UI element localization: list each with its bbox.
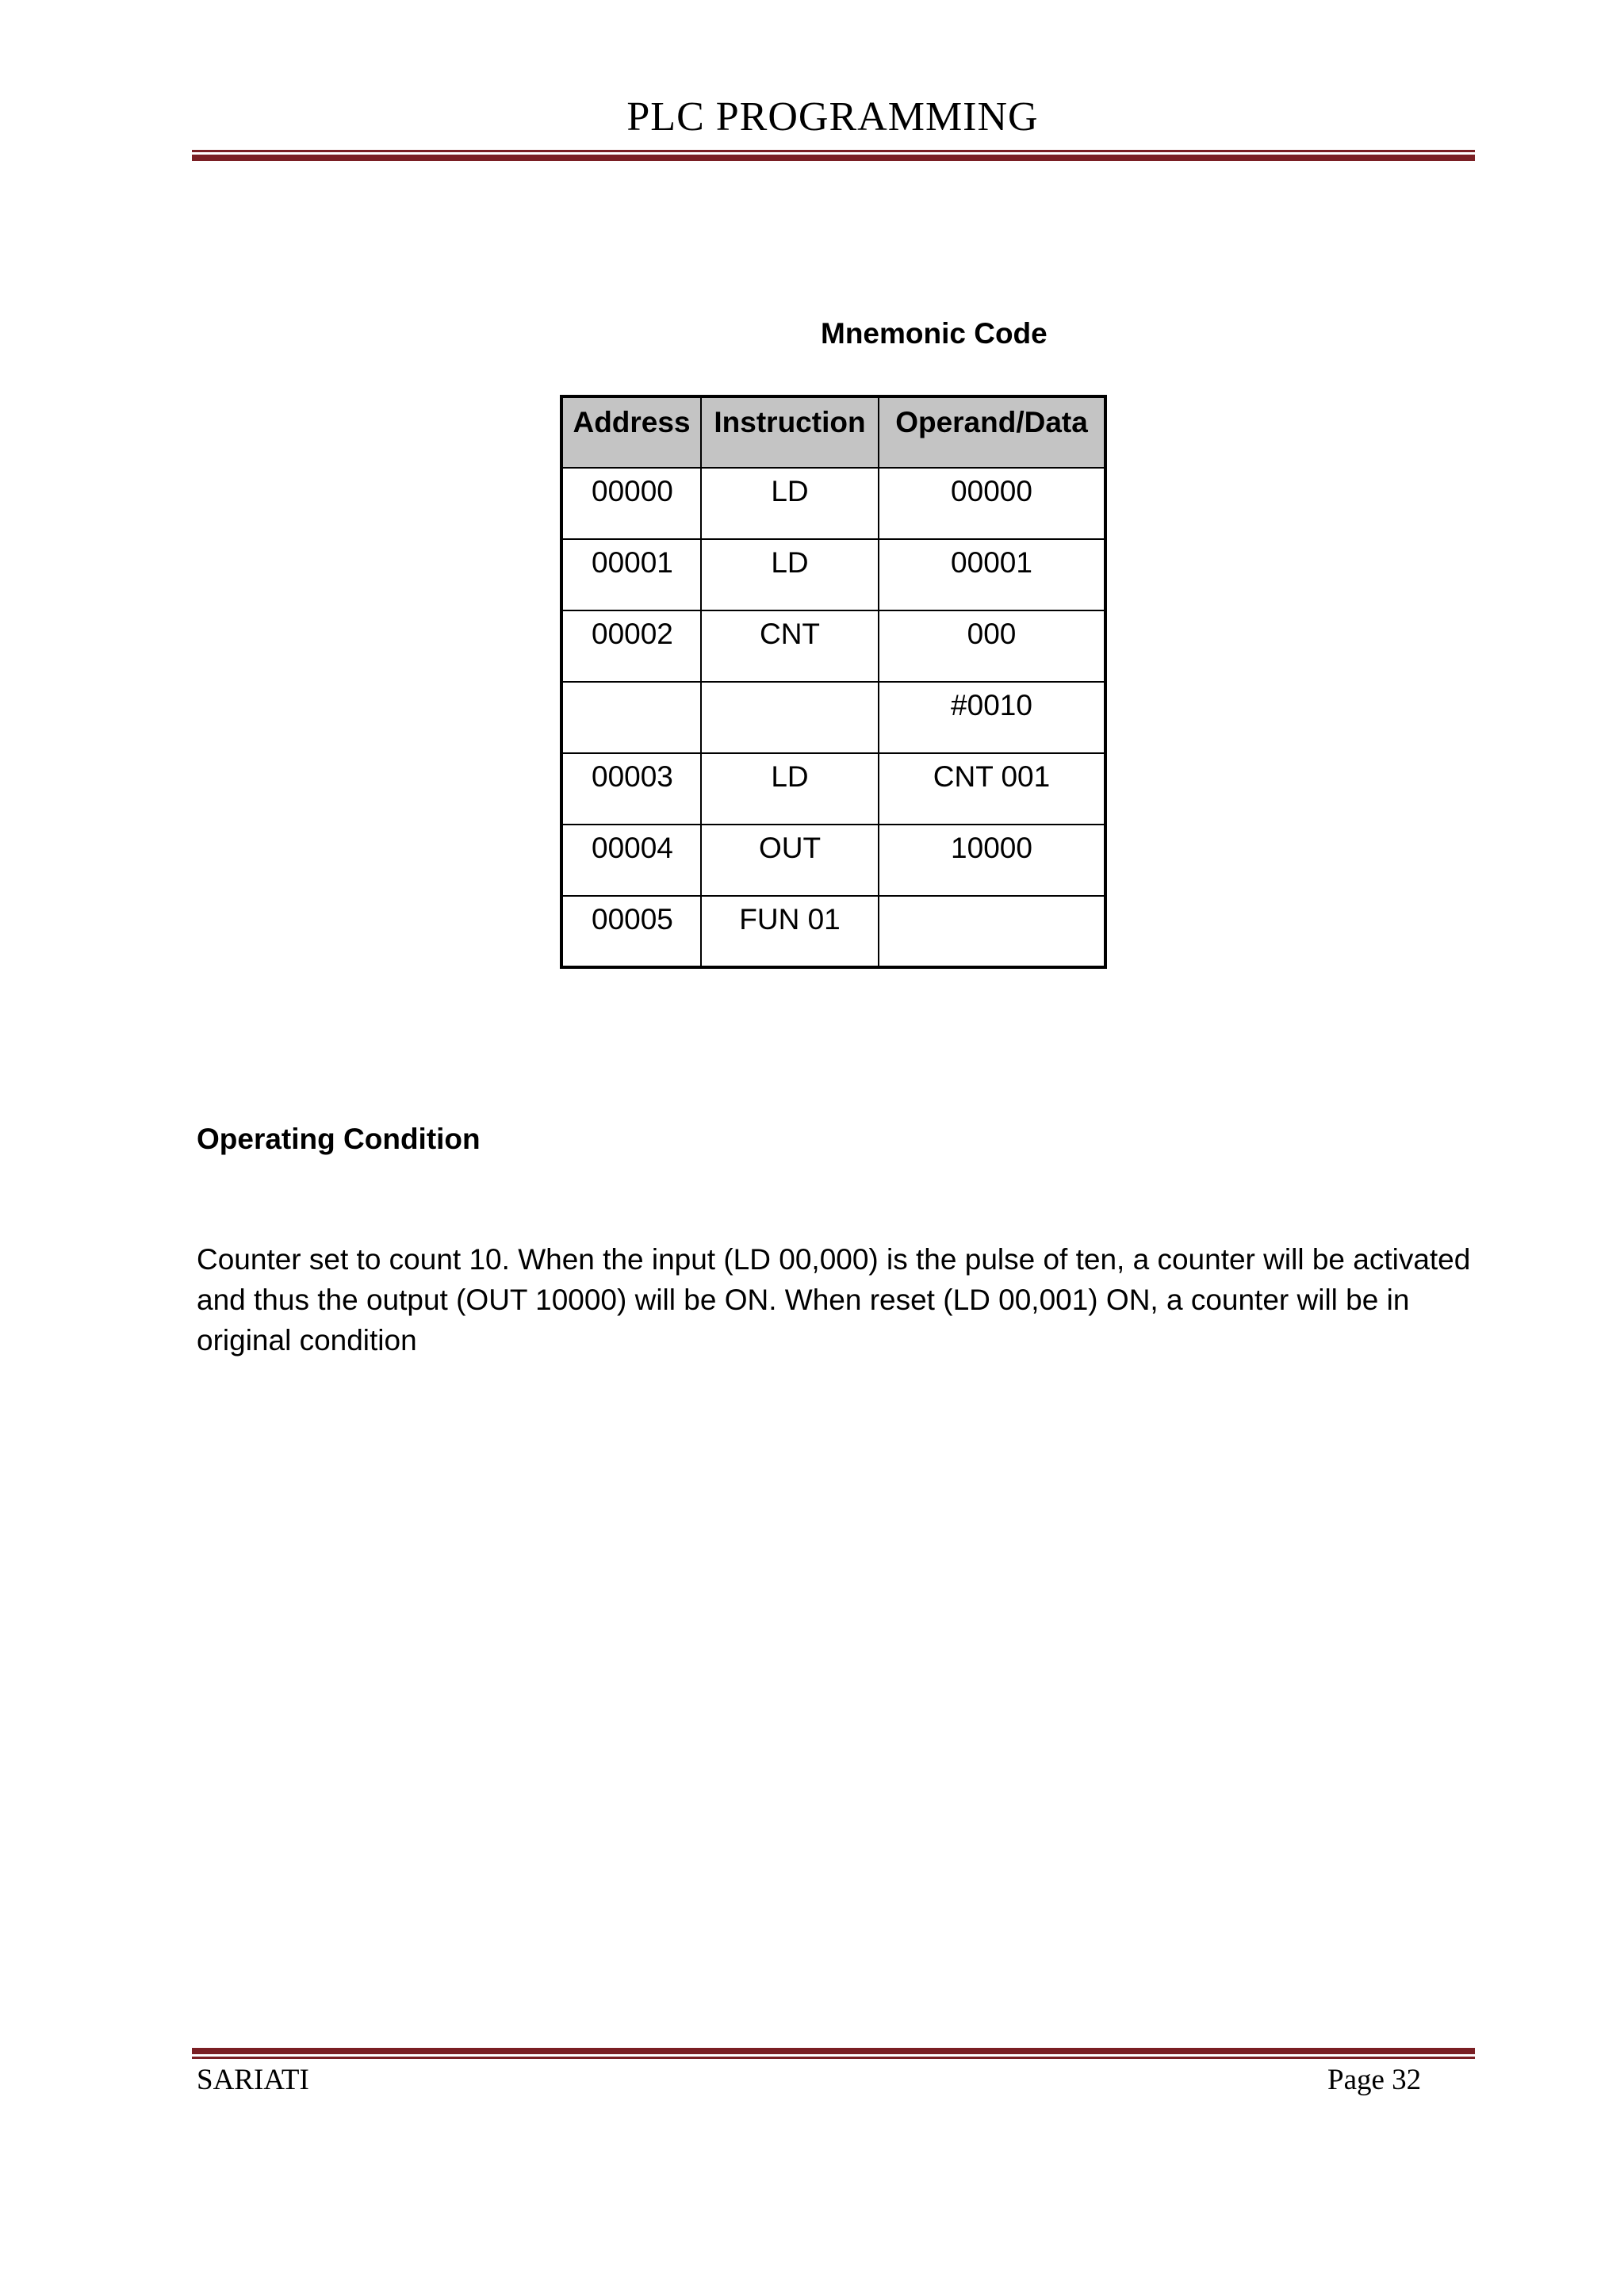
page-header-title: PLC PROGRAMMING [626,94,1039,140]
operand-cell: CNT 001 [879,753,1105,825]
footer-author: SARIATI [197,2064,309,2096]
footer-divider [192,2048,1475,2059]
instruction-cell: LD [701,539,879,610]
address-cell: 00003 [561,753,701,825]
table-row [561,539,1105,610]
operand-cell: 10000 [879,825,1105,896]
address-cell: 00002 [561,610,701,682]
table-row [561,825,1105,896]
operand-cell [879,896,1105,967]
column-header-operand: Operand/Data [879,396,1105,468]
table-row [561,682,1105,753]
footer-page-number: Page 32 [1327,2064,1422,2096]
instruction-cell: LD [701,468,879,539]
section-heading: Operating Condition [197,1123,481,1155]
column-header-address: Address [561,396,701,468]
table-row [561,753,1105,825]
mnemonic-code-table [560,395,1107,969]
instruction-cell [701,682,879,753]
instruction-cell: LD [701,753,879,825]
operand-cell: 00001 [879,539,1105,610]
address-cell: 00001 [561,539,701,610]
address-cell: 00004 [561,825,701,896]
instruction-cell: OUT [701,825,879,896]
address-cell: 00000 [561,468,701,539]
table-row [561,896,1105,967]
table-header-row [561,396,1105,468]
header-divider [192,150,1475,161]
body-paragraph: Counter set to count 10. When the input (LD 00,000) is the pulse of ten, a counter will be activated and thus the output (OUT 10000) will be ON. When reset (LD 00,001) ON, a counter will be in original condition [197,1243,1471,1357]
operand-cell: 000 [879,610,1105,682]
table-caption: Mnemonic Code [821,317,1048,350]
column-header-instruction: Instruction [701,396,879,468]
operand-cell: 00000 [879,468,1105,539]
address-cell [561,682,701,753]
address-cell: 00005 [561,896,701,967]
instruction-cell: FUN 01 [701,896,879,967]
operand-cell: #0010 [879,682,1105,753]
instruction-cell: CNT [701,610,879,682]
table-row [561,610,1105,682]
table-row [561,468,1105,539]
